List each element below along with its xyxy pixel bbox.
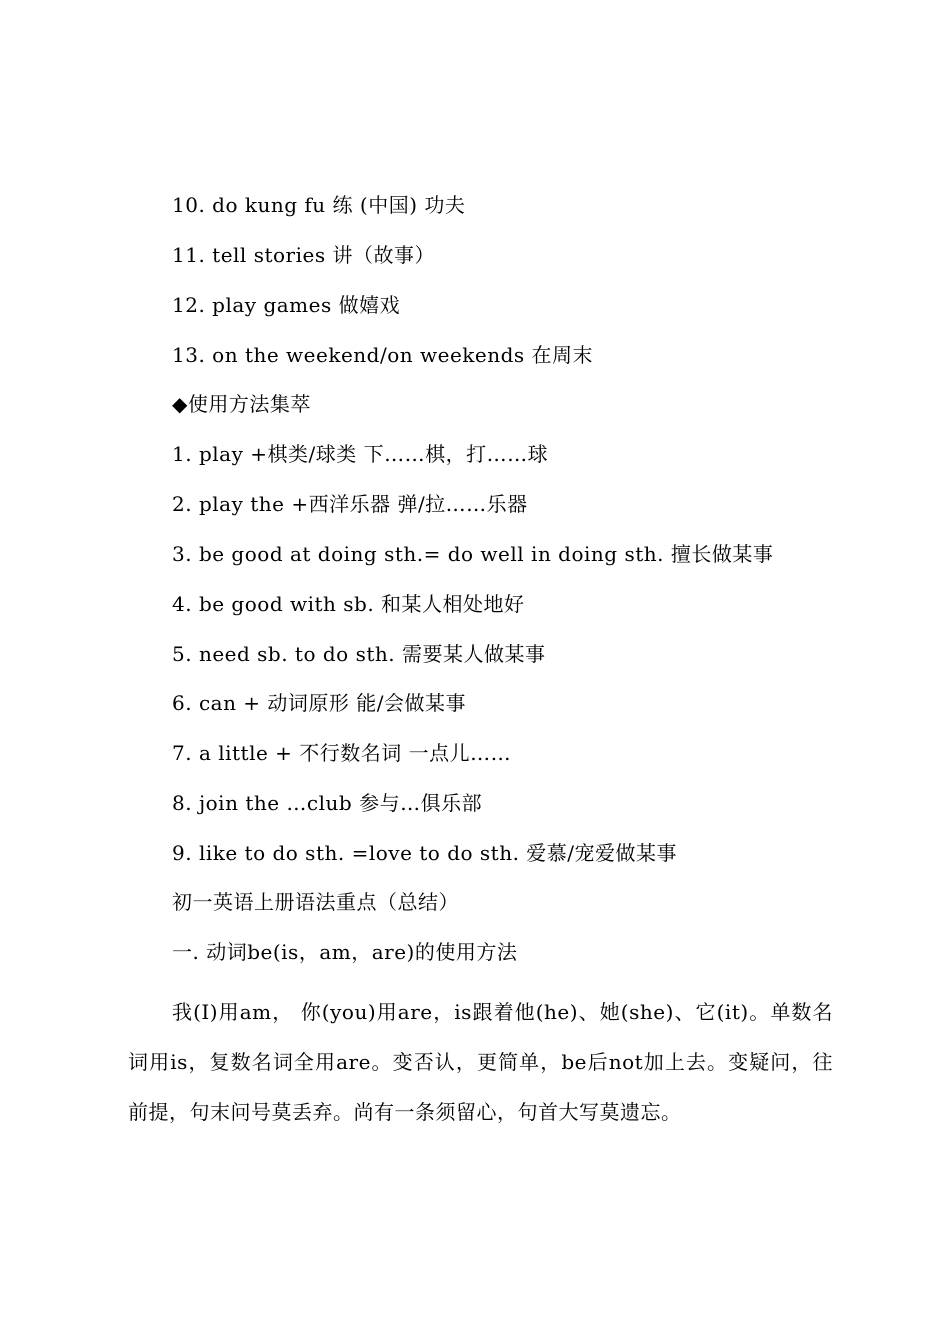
vocab-item-10: 10. do kung fu 练 (中国) 功夫 (172, 193, 466, 217)
usage-item-1: 1. play +棋类/球类 下……棋，打……球 (172, 442, 549, 466)
usage-item-8: 8. join the …club 参与…俱乐部 (172, 791, 483, 815)
subsection-title: 一. 动词be(is，am，are)的使用方法 (172, 940, 518, 964)
usage-item-7: 7. a little + 不行数名词 一点儿…… (172, 741, 512, 765)
vocab-item-12: 12. play games 做嬉戏 (172, 293, 401, 317)
usage-item-9: 9. like to do sth. =love to do sth. 爱慕/宠爱做某事 (172, 841, 678, 865)
vocab-item-11: 11. tell stories 讲（故事） (172, 243, 435, 267)
usage-heading: ◆使用方法集萃 (172, 392, 311, 416)
usage-item-2: 2. play the +西洋乐器 弹/拉……乐器 (172, 492, 528, 516)
vocab-item-13: 13. on the weekend/on weekends 在周末 (172, 343, 594, 367)
usage-item-3: 3. be good at doing sth.= do well in doing sth. 擅长做某事 (172, 542, 774, 566)
section-title: 初一英语上册语法重点（总结） (172, 890, 459, 914)
usage-item-5: 5. need sb. to do sth. 需要某人做某事 (172, 642, 546, 666)
grammar-paragraph: 我(I)用am， 你(you)用are，is跟着他(he)、她(she)、它(it)。单数名词用is，复数名词全用are。变否认，更简单，be后not加上去。变疑问，往前提，句末问号莫丢弃。尚有一条须留心，句首大写莫遗忘。 (128, 1000, 833, 1124)
usage-item-4: 4. be good with sb. 和某人相处地好 (172, 592, 525, 616)
usage-item-6: 6. can + 动词原形 能/会做某事 (172, 691, 467, 715)
